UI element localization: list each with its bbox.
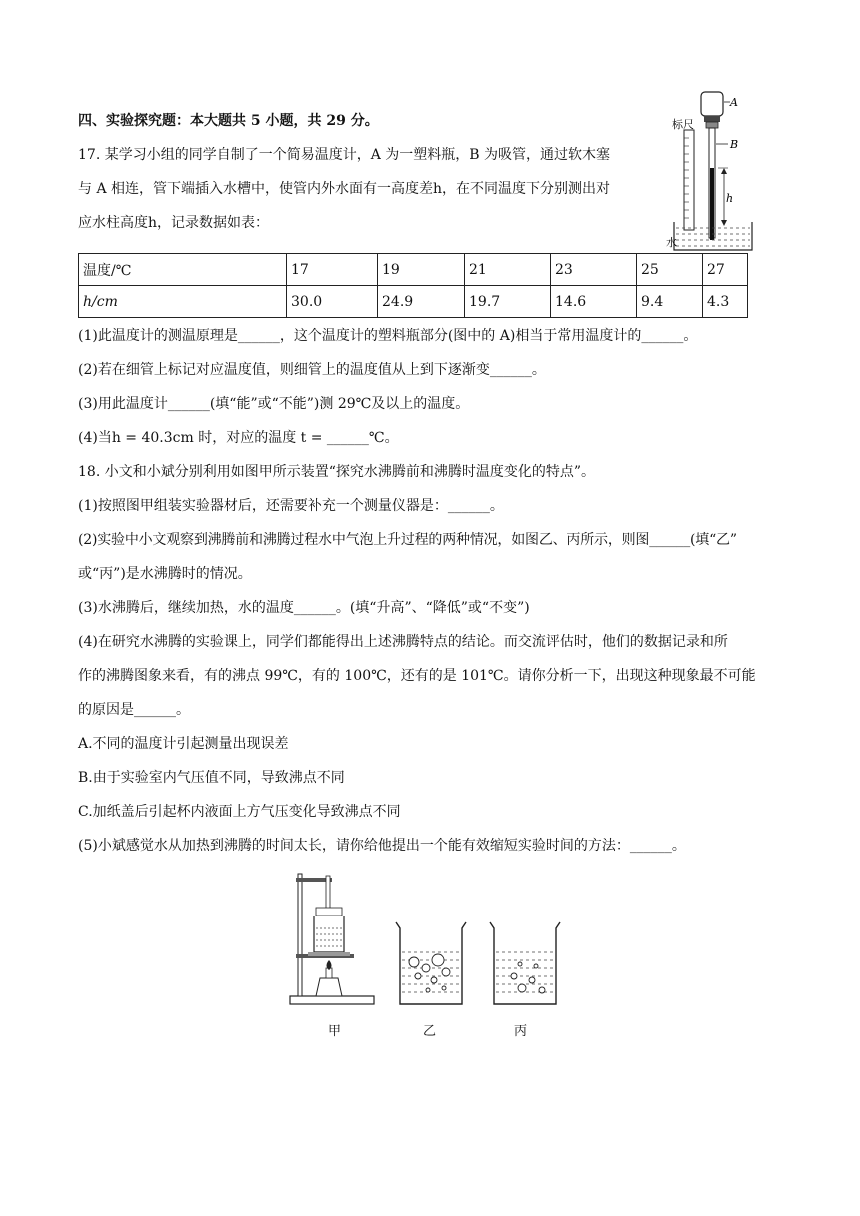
- table-cell: 23: [551, 254, 637, 286]
- q18-sub4-line3: 的原因是______。: [78, 702, 190, 718]
- figure-bing-beaker: [484, 918, 564, 1010]
- label-a: A: [730, 96, 738, 109]
- table-cell: 4.3: [703, 286, 748, 318]
- option-a: A.不同的温度计引起测量出现误差: [78, 736, 289, 752]
- table-cell: 24.9: [378, 286, 465, 318]
- figure-yi-beaker: [390, 918, 470, 1010]
- q18-sub5: (5)小斌感觉水从加热到沸腾的时间太长，请你给他提出一个能有效缩短实验时间的方法：______。: [78, 838, 686, 854]
- figure-label-yi: 乙: [423, 1024, 437, 1039]
- table-cell: 21: [465, 254, 551, 286]
- table-cell: 17: [287, 254, 378, 286]
- table-cell: 27: [703, 254, 748, 286]
- q17-sub1: (1)此温度计的测温原理是______，这个温度计的塑料瓶部分(图中的 A)相当于常用温度计的______。: [78, 328, 698, 344]
- label-water: 水: [666, 236, 677, 249]
- q17-stem-line1: 17. 某学习小组的同学自制了一个简易温度计，A 为一塑料瓶，B 为吸管，通过软木塞: [78, 147, 611, 163]
- table-cell: 14.6: [551, 286, 637, 318]
- water-column: [710, 168, 714, 240]
- q18-sub4-line1: (4)在研究水沸腾的实验课上，同学们都能得出上述沸腾特点的结论。而交流评估时，他们的数据记录和所: [78, 634, 728, 650]
- ruler: [684, 130, 694, 230]
- figure-label-jia: 甲: [328, 1024, 342, 1039]
- q17-stem-line3: 应水柱高度h，记录数据如表：: [78, 215, 270, 231]
- table-header-cell: 温度/℃: [79, 254, 287, 286]
- q17-thermometer-figure: [668, 88, 758, 254]
- q17-sub4: (4)当h = 40.3cm 时，对应的温度 t = ______℃。: [78, 430, 399, 446]
- cork-stopper: [704, 116, 720, 122]
- q17-stem-line2: 与 A 相连，管下端插入水槽中，使管内外水面有一高度差h，在不同温度下分别测出对: [78, 181, 611, 197]
- table-row: [79, 286, 748, 318]
- option-c: C.加纸盖后引起杯内液面上方气压变化导致沸点不同: [78, 804, 401, 820]
- table-cell: 30.0: [287, 286, 378, 318]
- table-cell: 19.7: [465, 286, 551, 318]
- temperature-height-table: [78, 253, 748, 318]
- q18-sub2-line2: 或“丙”)是水沸腾时的情况。: [78, 566, 252, 582]
- q18-sub1: (1)按照图甲组装实验器材后，还需要补充一个测量仪器是：______。: [78, 498, 504, 514]
- figure-jia-apparatus: [286, 868, 378, 1010]
- figure-label-bing: 丙: [514, 1024, 528, 1039]
- q18-sub2-line1: (2)实验中小文观察到沸腾前和沸腾过程水中气泡上升过程的两种情况，如图乙、丙所示，则图______(填“乙”: [78, 532, 737, 548]
- q18-stem: 18. 小文和小斌分别利用如图甲所示装置“探究水沸腾前和沸腾时温度变化的特点”。: [78, 464, 596, 480]
- option-b: B.由于实验室内气压值不同，导致沸点不同: [78, 770, 345, 786]
- label-h: h: [726, 192, 734, 205]
- label-ruler: 标尺: [672, 118, 694, 131]
- table-cell: 9.4: [637, 286, 703, 318]
- table-header-cell: h/cm: [79, 286, 287, 318]
- q17-sub2: (2)若在细管上标记对应温度值，则细管上的温度值从上到下逐渐变______。: [78, 362, 546, 378]
- table-row: [79, 254, 748, 286]
- bottle-a: [701, 92, 723, 116]
- q17-sub3: (3)用此温度计______(填“能”或“不能”)测 29℃及以上的温度。: [78, 396, 470, 412]
- q18-sub3: (3)水沸腾后，继续加热，水的温度______。(填“升高”、“降低”或“不变”): [78, 600, 530, 616]
- q18-sub4-line2: 作的沸腾图象来看，有的沸点 99℃，有的 100℃，还有的是 101℃。请你分析一下，出现这种现象最不可能: [78, 668, 756, 684]
- label-b: B: [730, 138, 739, 151]
- table-cell: 25: [637, 254, 703, 286]
- table-cell: 19: [378, 254, 465, 286]
- section-title: 四、实验探究题：本大题共 5 小题，共 29 分。: [78, 113, 379, 129]
